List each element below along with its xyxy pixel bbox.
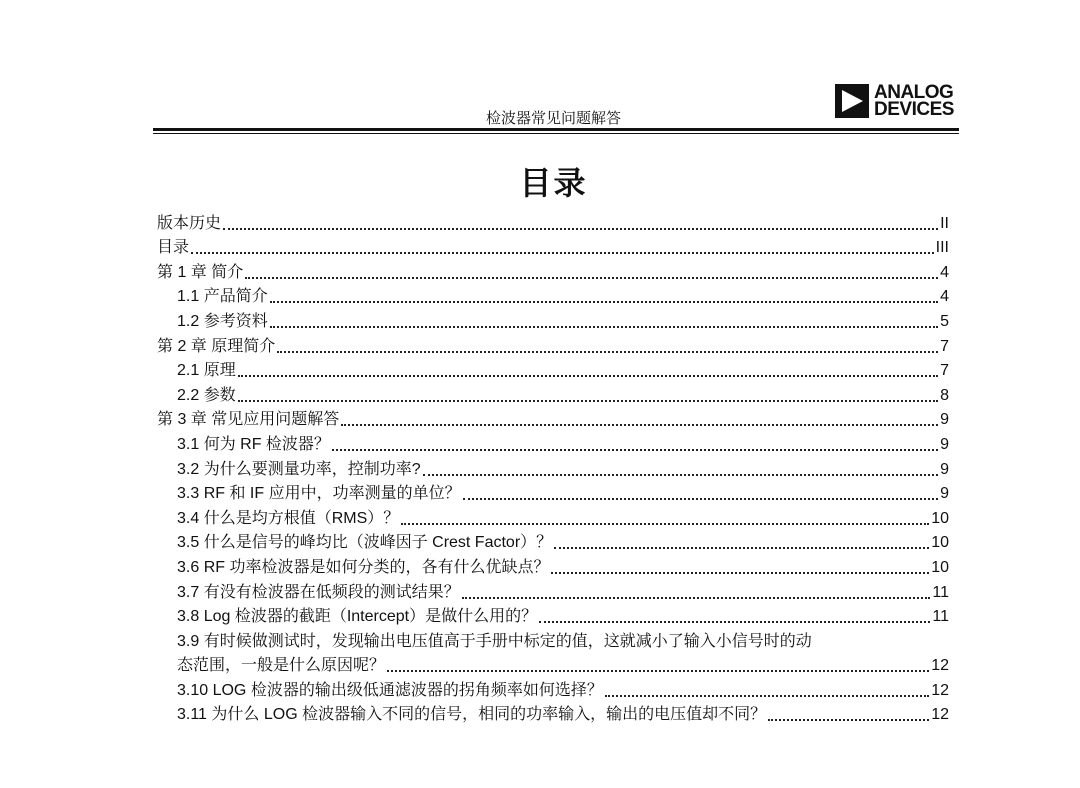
toc-page-number: 5: [940, 312, 949, 330]
toc-page-number: 11: [932, 608, 949, 626]
toc-dot-leader: [387, 670, 929, 672]
toc-page-number: III: [935, 239, 949, 257]
toc-dot-leader: [277, 351, 938, 353]
toc-page-number: 8: [940, 386, 949, 404]
toc-entry-label: 3.7 有没有检波器在低频段的测试结果？: [177, 583, 460, 601]
toc-dot-leader: [401, 523, 929, 525]
toc-entry-label: 3.5 什么是信号的峰均比（波峰因子 Crest Factor）？: [177, 534, 553, 552]
toc-entry-label: 第 2 章 原理简介: [157, 337, 276, 355]
toc-page-number: 12: [931, 706, 949, 724]
toc-page-number: 12: [931, 657, 949, 675]
toc-entry-label: 1.1 产品简介: [177, 288, 268, 306]
toc-entry-label: 3.8 Log 检波器的截距（Intercept）是做什么用的？: [177, 608, 538, 626]
toc-heading: 目录: [519, 165, 588, 201]
toc-entry[interactable]: [157, 504, 949, 529]
toc-dot-leader: [341, 424, 938, 426]
toc-entry-line[interactable]: [157, 627, 949, 652]
toc-entry[interactable]: [157, 480, 949, 505]
toc-page-number: 11: [932, 583, 949, 601]
toc-entry[interactable]: [157, 578, 949, 603]
toc-page-number: II: [940, 214, 949, 232]
toc-entry[interactable]: [157, 455, 949, 480]
toc-entry-label: 3.3 RF 和 IF 应用中，功率测量的单位？: [177, 485, 461, 503]
toc-entry-label: 3.4 什么是均方根值（RMS）？: [177, 509, 400, 527]
toc-entry[interactable]: [157, 529, 949, 554]
toc-entry[interactable]: [157, 209, 949, 234]
toc-entry-label: 态范围，一般是什么原因呢？: [177, 657, 386, 675]
toc-dot-leader: [245, 277, 938, 279]
toc-page-number: 10: [931, 558, 949, 576]
toc-page-number: 7: [940, 362, 949, 380]
toc-dot-leader: [551, 572, 929, 574]
toc-entry[interactable]: [157, 381, 949, 406]
toc-entry[interactable]: [157, 701, 949, 726]
toc-entry[interactable]: [157, 652, 949, 677]
toc-dot-leader: [463, 498, 939, 500]
toc-entry-label: 3.6 RF 功率检波器是如何分类的，各有什么优缺点？: [177, 558, 550, 576]
toc-dot-leader: [270, 301, 938, 303]
toc-entry-label: 2.1 原理: [177, 362, 236, 380]
toc-dot-leader: [238, 375, 938, 377]
toc-entry[interactable]: [157, 553, 949, 578]
toc-dot-leader: [238, 400, 938, 402]
toc-page-number: 7: [940, 337, 949, 355]
toc-page-number: 10: [931, 534, 949, 552]
toc-dot-leader: [332, 449, 938, 451]
toc-entry[interactable]: [157, 332, 949, 357]
toc-entry-label: 3.9 有时候做测试时，发现输出电压值高于手册中标定的值，这就减小了输入小信号时的动: [177, 632, 812, 650]
toc-entry[interactable]: [157, 430, 949, 455]
toc-entry[interactable]: [157, 603, 949, 628]
header-rule-thick: [153, 128, 959, 131]
toc-dot-leader: [423, 474, 939, 476]
toc-entry-label: 3.10 LOG 检波器的输出级低通滤波器的拐角频率如何选择？: [177, 681, 603, 699]
toc-page-number: 9: [940, 435, 949, 453]
toc-page-number: 10: [931, 509, 949, 527]
document-title: 检波器常见问题解答: [485, 110, 621, 127]
toc-dot-leader: [539, 621, 930, 623]
toc-entry[interactable]: [157, 307, 949, 332]
toc-entry[interactable]: [157, 676, 949, 701]
logo-line2: DEVICES: [874, 99, 954, 120]
toc-page-number: 9: [940, 460, 949, 478]
toc-entry-label: 目录: [157, 239, 190, 257]
toc-entry-label: 3.2 为什么要测量功率，控制功率?: [177, 460, 421, 478]
toc-dot-leader: [270, 326, 938, 328]
toc-page-number: 9: [940, 411, 949, 429]
toc-entry-label: 2.2 参数: [177, 386, 236, 404]
toc-entry-label: 3.1 何为 RF 检波器？: [177, 435, 330, 453]
toc-entry[interactable]: [157, 357, 949, 382]
header-rule-thin: [153, 133, 959, 134]
toc-page-number: 4: [940, 288, 949, 306]
toc-entry-label: 3.11 为什么 LOG 检波器输入不同的信号，相同的功率输入，输出的电压值却不同？: [177, 706, 767, 724]
toc-page-number: 12: [931, 681, 949, 699]
toc-dot-leader: [223, 228, 938, 230]
logo-line1: ANALOG: [874, 82, 954, 103]
toc-dot-leader: [191, 252, 934, 254]
toc-dot-leader: [462, 597, 931, 599]
toc-entry-label: 第 1 章 简介: [157, 263, 244, 281]
toc-dot-leader: [554, 547, 929, 549]
toc-entry-label: 版本历史: [157, 214, 222, 232]
toc-page-number: 9: [940, 485, 949, 503]
toc-entry[interactable]: [157, 406, 949, 431]
table-of-contents: [157, 209, 949, 725]
toc-entry[interactable]: [157, 234, 949, 259]
toc-page-number: 4: [940, 263, 949, 281]
toc-entry-label: 第 3 章 常见应用问题解答: [157, 411, 340, 429]
toc-dot-leader: [768, 719, 929, 721]
toc-entry-label: 1.2 参考资料: [177, 312, 268, 330]
toc-dot-leader: [605, 695, 929, 697]
toc-entry[interactable]: [157, 258, 949, 283]
toc-entry[interactable]: [157, 283, 949, 308]
